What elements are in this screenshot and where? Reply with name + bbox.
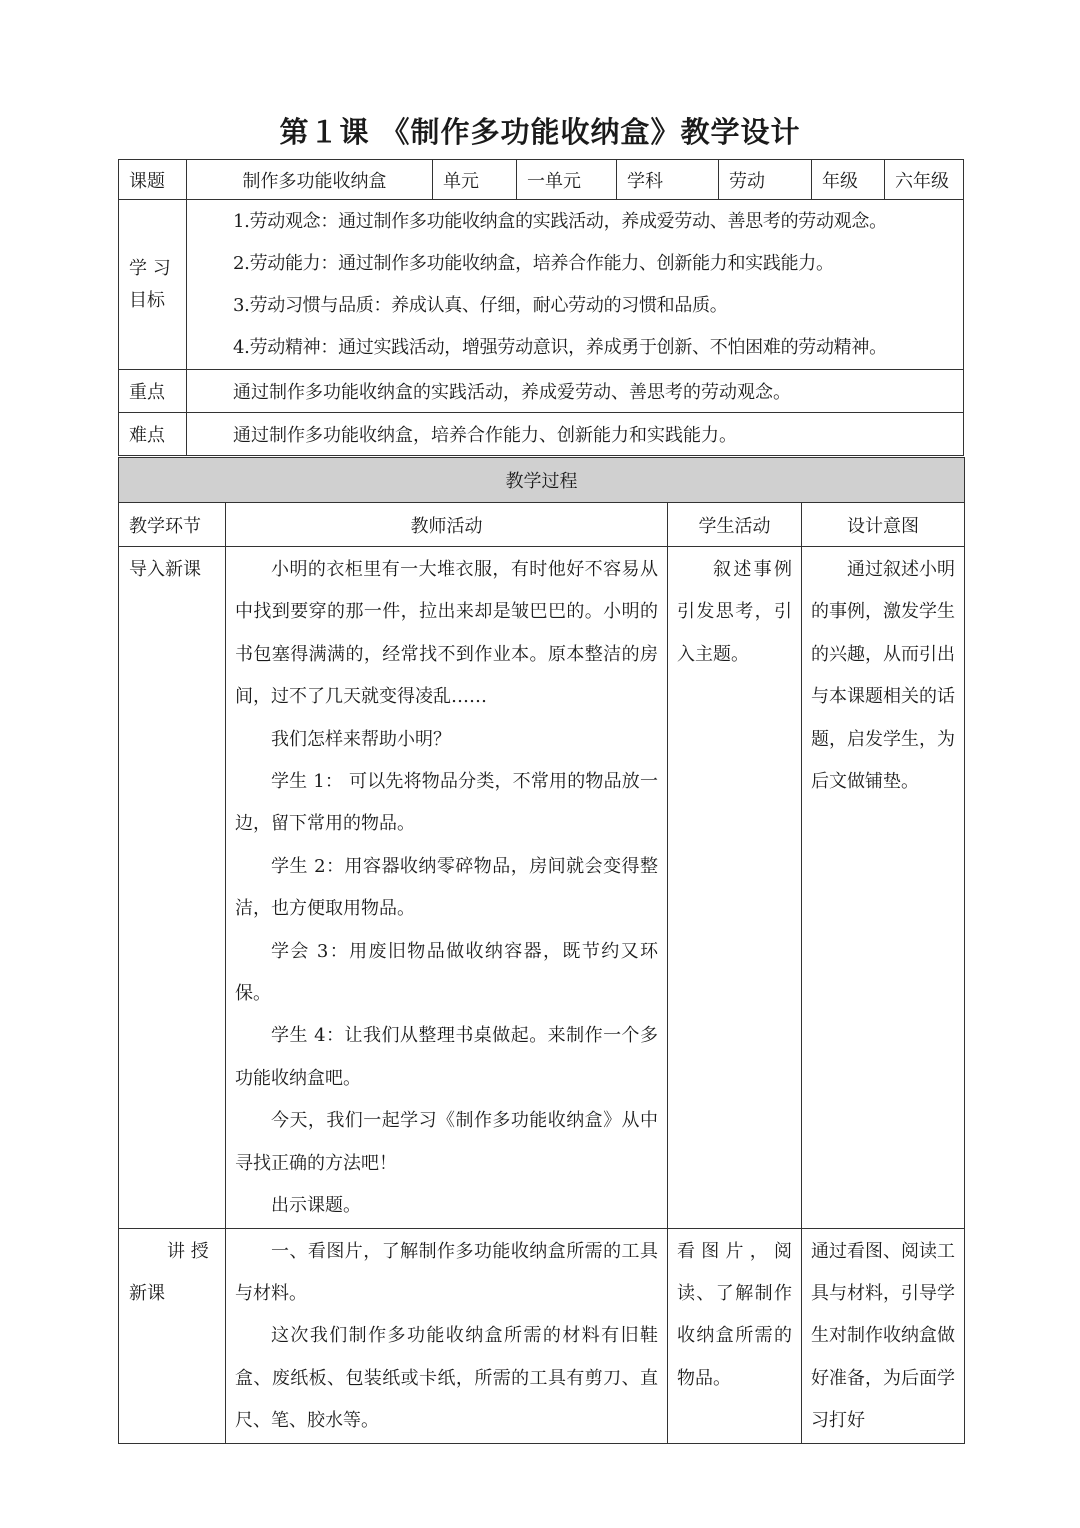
col-header-intent: 设计意图	[802, 503, 965, 547]
teacher-paragraph: 学生 2：用容器收纳零碎物品，房间就会变得整洁，也方便取用物品。	[235, 855, 658, 920]
info-row-key	[119, 370, 964, 413]
goal-item: 1.劳动观念：通过制作多功能收纳盒的实践活动，养成爱劳动、善思考的劳动观念。	[233, 210, 887, 232]
process-header-row	[119, 458, 965, 503]
goal-item: 3.劳动习惯与品质：养成认真、仔细，耐心劳动的习惯和品质。	[233, 294, 728, 316]
difficulty-label: 难点	[119, 413, 187, 456]
col-header-teacher: 教师活动	[226, 503, 668, 547]
student-activity-intro: 叙述事例引发思考，引入主题。	[668, 547, 802, 1229]
goal-item: 4.劳动精神：通过实践活动，增强劳动意识，养成勇于创新、不怕困难的劳动精神。	[233, 336, 887, 358]
stage-label-line-1: 讲 授	[167, 1240, 209, 1262]
stage-new-lesson	[119, 1228, 226, 1443]
grade-label: 年级	[812, 160, 885, 200]
teacher-activity-new	[226, 1228, 668, 1443]
stage-label-line-2: 新课	[129, 1282, 165, 1304]
page-title: 第１课 《制作多功能收纳盒》教学设计	[279, 115, 801, 149]
info-row-goals	[119, 200, 964, 370]
table-row	[119, 547, 965, 1229]
design-intent-intro: 通过叙述小明的事例，激发学生的兴趣，从而引出与本课题相关的话题，启发学生，为后文做铺垫。	[802, 547, 965, 1229]
teacher-paragraph: 学生 4：让我们从整理书桌做起。来制作一个多功能收纳盒吧。	[235, 1025, 658, 1089]
key-value: 通过制作多功能收纳盒的实践活动，养成爱劳动、善思考的劳动观念。	[187, 370, 964, 413]
info-row-difficulty	[119, 413, 964, 456]
teacher-paragraph: 这次我们制作多功能收纳盒所需的材料有旧鞋盒、废纸板、包装纸或卡纸，所需的工具有剪刀、直尺、笔、胶水等。	[235, 1325, 658, 1432]
lesson-info-table	[118, 159, 964, 456]
subject-label: 学科	[617, 160, 719, 200]
design-intent-new: 通过看图、阅读工具与材料，引导学生对制作收纳盒做好准备，为后面学习打好	[802, 1228, 965, 1443]
goals-label-line-1: 学 习	[129, 257, 171, 279]
subject-value: 劳动	[719, 160, 812, 200]
column-header-row	[119, 503, 965, 547]
stage-intro: 导入新课	[119, 547, 226, 1229]
teacher-paragraph: 小明的衣柜里有一大堆衣服，有时他好不容易从中找到要穿的那一件，拉出来却是皱巴巴的。小明的书包塞得满满的，经常找不到作业本。原本整洁的房间，过不了几天就变得凌乱……	[235, 559, 658, 708]
col-header-stage: 教学环节	[119, 503, 226, 547]
student-activity-new: 看图片，阅读、了解制作收纳盒所需的物品。	[668, 1228, 802, 1443]
process-header: 教学过程	[119, 458, 965, 503]
teacher-paragraph: 我们怎样来帮助小明？	[271, 728, 451, 750]
teacher-activity-intro	[226, 547, 668, 1229]
teacher-paragraph: 学会 3：用废旧物品做收纳容器，既节约又环保。	[235, 940, 658, 1005]
teacher-paragraph: 出示课题。	[271, 1195, 361, 1217]
table-row	[119, 1228, 965, 1443]
topic-label: 课题	[119, 160, 187, 200]
topic-value: 制作多功能收纳盒	[187, 160, 433, 200]
goals-label	[119, 200, 187, 370]
teacher-paragraph: 一、看图片，了解制作多功能收纳盒所需的工具与材料。	[235, 1240, 658, 1304]
difficulty-value: 通过制作多功能收纳盒，培养合作能力、创新能力和实践能力。	[187, 413, 964, 456]
unit-label: 单元	[433, 160, 517, 200]
teacher-paragraph: 今天，我们一起学习《制作多功能收纳盒》从中寻找正确的方法吧！	[235, 1110, 658, 1174]
teaching-process-table	[118, 457, 965, 1444]
goals-list	[187, 200, 964, 370]
col-header-student: 学生活动	[668, 503, 802, 547]
key-label: 重点	[119, 370, 187, 413]
unit-value: 一单元	[517, 160, 617, 200]
grade-value: 六年级	[885, 160, 964, 200]
goals-label-line-2: 目标	[129, 289, 165, 311]
goal-item: 2.劳动能力：通过制作多功能收纳盒，培养合作能力、创新能力和实践能力。	[233, 252, 834, 274]
teacher-paragraph: 学生 1： 可以先将物品分类，不常用的物品放一边，留下常用的物品。	[235, 771, 658, 835]
info-row-basic	[119, 160, 964, 200]
